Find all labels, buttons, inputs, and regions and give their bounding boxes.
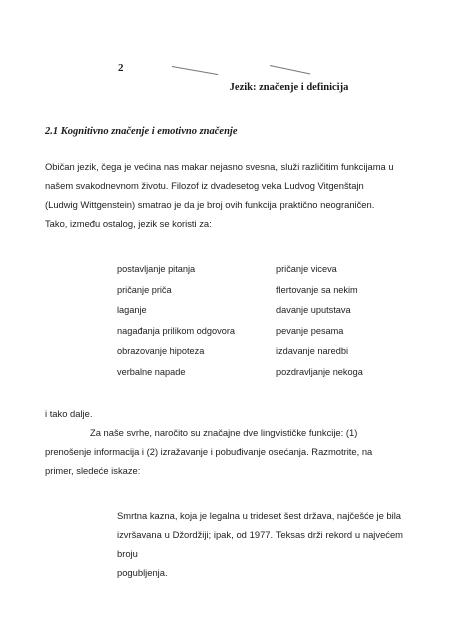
chapter-number: 2 [118, 62, 124, 74]
example-line: Smrtna kazna, koja je legalna u trideset šest država, najčešće je bila [117, 510, 402, 521]
list-item [117, 346, 417, 367]
list-item-left: nagađanja prilikom odgovora [117, 325, 235, 336]
list-item [117, 305, 417, 326]
functions-list [117, 264, 417, 387]
after-list-text: i tako dalje. [45, 408, 93, 419]
example-line: izvršavana u Džordžiji; ipak, od 1977. Teksas drži rekord u najvećem broju [117, 529, 403, 559]
example-quote [117, 506, 403, 582]
list-item [117, 285, 417, 306]
list-item-right: flertovanje sa nekim [276, 284, 358, 295]
list-item [117, 264, 417, 285]
list-item [117, 326, 417, 347]
intro-paragraph [45, 157, 403, 233]
example-line: pogubljenja. [117, 567, 168, 578]
intro-line: Tako, između ostalog, jezik se koristi za: [45, 218, 212, 229]
purposes-line: primer, sledeće iskaze: [45, 465, 141, 476]
intro-line: Običan jezik, čega je većina nas makar nejasno svesna, služi različitim funkcijama u [45, 161, 394, 172]
list-item-right: davanje uputstava [276, 305, 351, 315]
decorative-rule-right [270, 65, 310, 75]
list-item-left: verbalne napade [117, 366, 186, 377]
list-item-left: obrazovanje hipoteza [117, 346, 205, 356]
list-item-right: pričanje viceva [276, 264, 337, 274]
intro-line: (Ludwig Wittgenstein) smatrao je da je broj ovih funkcija praktično neograničen. [45, 199, 375, 210]
purposes-paragraph [45, 423, 403, 480]
purposes-line: prenošenje informacija i (2) izražavanje i pobuđivanje osećanja. Razmotrite, na [45, 446, 373, 457]
purposes-line: Za naše svrhe, naročito su značajne dve lingvističke funkcije: (1) [90, 427, 358, 438]
chapter-title [0, 82, 474, 93]
decorative-rule-left [172, 66, 218, 75]
list-item [117, 367, 417, 388]
list-item-right: pevanje pesama [276, 325, 344, 336]
list-item-left: postavljanje pitanja [117, 264, 196, 274]
list-item-left: laganje [117, 305, 147, 315]
list-item-left: pričanje priča [117, 284, 172, 295]
intro-line: našem svakodnevnom životu. Filozof iz dvadesetog veka Ludvog Vitgenštajn [45, 180, 364, 191]
section-title: 2.1 Kognitivno značenje i emotivno značenje [45, 126, 238, 137]
list-item-right: pozdravljanje nekoga [276, 366, 363, 377]
list-item-right: izdavanje naredbi [276, 346, 349, 356]
chapter-title-text: Jezik: značenje i definicija [229, 82, 349, 93]
